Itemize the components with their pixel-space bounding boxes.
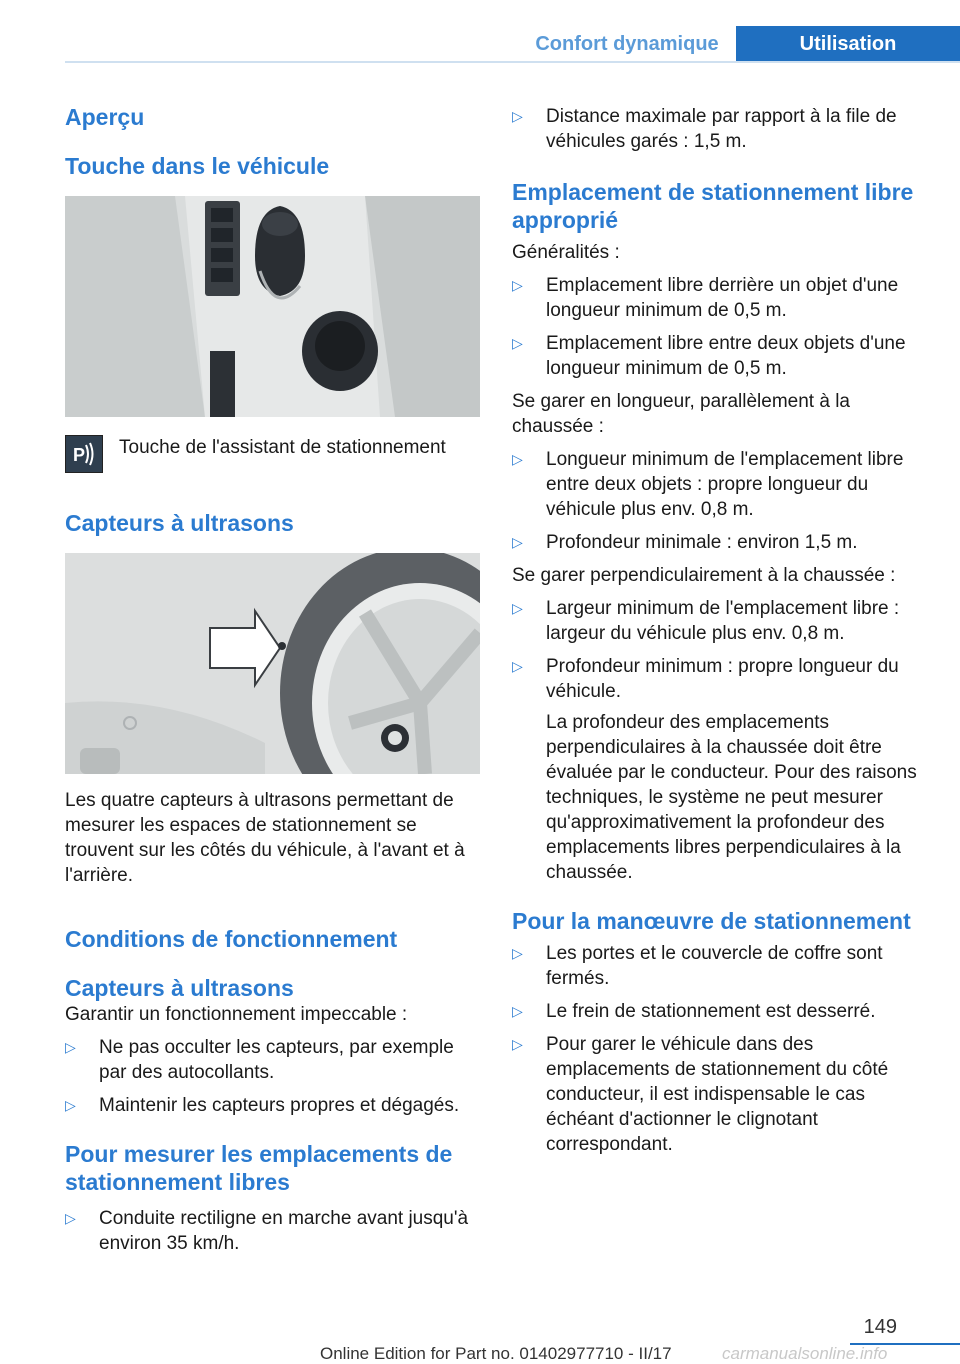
garantir-text: Garantir un fonctionnement impeccable : bbox=[65, 1004, 408, 1025]
heading-apercu: Aperçu bbox=[65, 104, 145, 130]
measure-list bbox=[65, 1206, 480, 1256]
bullet-icon: ▷ bbox=[512, 108, 523, 124]
distance-list bbox=[512, 104, 927, 154]
list-item: ▷ Pour garer le véhicule dans des emplacements de stationnement du côté conducteur, il est indispensable le cas échéant d'actionner le clignotant correspondant. bbox=[512, 1034, 889, 1155]
list-item: ▷ Ne pas occulter les capteurs, par exemple par des autocollants. bbox=[65, 1037, 454, 1083]
page-header bbox=[0, 0, 960, 62]
list-item: ▷ Maintenir les capteurs propres et dégagés. bbox=[65, 1095, 460, 1116]
general-list bbox=[512, 273, 927, 381]
list-item: ▷ Emplacement libre entre deux objets d'une longueur minimum de 0,5 m. bbox=[512, 333, 906, 379]
bullet-icon: ▷ bbox=[512, 451, 523, 467]
heading-conditions: Conditions de fonctionnement bbox=[65, 926, 398, 952]
list-item: ▷ Le frein de stationnement est desserré. bbox=[512, 1001, 876, 1022]
icon-caption-row bbox=[65, 435, 480, 473]
list-item: ▷ Emplacement libre derrière un objet d'une longueur minimum de 0,5 m. bbox=[512, 275, 899, 321]
list-item: ▷ Distance maximale par rapport à la file de véhicules garés : 1,5 m. bbox=[512, 106, 897, 152]
page-number: 149 bbox=[863, 1316, 897, 1338]
heading-manoeuvre: Pour la manœuvre de stationnement bbox=[512, 908, 911, 934]
heading-capteurs-2: Capteurs à ultrasons bbox=[65, 975, 294, 1001]
bullet-icon: ▷ bbox=[65, 1097, 76, 1113]
list-item: ▷ Largeur minimum de l'emplacement libre : largeur du véhicule plus env. 0,8 m. bbox=[512, 598, 900, 644]
parking-assistant-key-icon bbox=[65, 435, 103, 473]
watermark: carmanualsonline.info bbox=[722, 1344, 888, 1363]
heading-mesurer: Pour mesurer les emplacements de stationnement libres bbox=[65, 1141, 453, 1195]
icon-caption: Touche de l'assistant de stationnement bbox=[119, 437, 446, 458]
list-item: ▷ Conduite rectiligne en marche avant jusqu'à environ 35 km/h. bbox=[65, 1208, 469, 1254]
heading-emplacement: Emplacement de stationnement libre approprié bbox=[512, 179, 914, 233]
bullet-icon: ▷ bbox=[512, 658, 523, 674]
list-item: ▷ Longueur minimum de l'emplacement libre entre deux objets : propre longueur du véhicule plus env. 0,8 m. bbox=[512, 449, 904, 520]
svg-text:P: P bbox=[73, 445, 86, 465]
page-footer bbox=[0, 1316, 960, 1363]
capteurs-text: Les quatre capteurs à ultrasons permettant de mesurer les espaces de stationnement se trouvent sur les côtés du véhicule, à l'avant et à l'arrière. bbox=[65, 790, 465, 886]
bullet-icon: ▷ bbox=[512, 945, 523, 961]
bullet-icon: ▷ bbox=[512, 277, 523, 293]
parallel-list bbox=[512, 447, 927, 555]
parallele-text: Se garer en longueur, parallèlement à la chaussée : bbox=[512, 391, 851, 437]
heading-capteurs: Capteurs à ultrasons bbox=[65, 510, 294, 536]
ultrasonic-sensor-photo bbox=[65, 553, 480, 774]
bullet-icon: ▷ bbox=[512, 335, 523, 351]
heading-touche: Touche dans le véhicule bbox=[65, 153, 330, 179]
bullet-icon: ▷ bbox=[512, 534, 523, 550]
bullet-icon: ▷ bbox=[512, 1036, 523, 1052]
generalites-text: Généralités : bbox=[512, 242, 620, 263]
sensor-care-list bbox=[65, 1035, 480, 1118]
perpendicular-list bbox=[512, 596, 927, 885]
list-item: ▷ Profondeur minimale : environ 1,5 m. bbox=[512, 532, 858, 553]
right-column bbox=[512, 104, 927, 1157]
section-tab: Confort dynamique bbox=[535, 32, 719, 55]
parking-button-photo bbox=[65, 196, 480, 417]
bullet-icon: ▷ bbox=[65, 1210, 76, 1226]
bullet-icon: ▷ bbox=[512, 600, 523, 616]
perpendiculaire-text: Se garer perpendiculairement à la chaussée : bbox=[512, 565, 896, 586]
list-item: ▷ Profondeur minimum : propre longueur du véhicule. La profondeur des emplacements perpendiculaires à la chaussée doit être évaluée par le conducteur. Pour des raisons techniques, le système ne peut mesurer qu'approximativement la profondeur des emplacements libres perpendiculaires à la chaussée. bbox=[512, 654, 927, 885]
chapter-tab: Utilisation bbox=[736, 26, 960, 62]
bullet-icon: ▷ bbox=[65, 1039, 76, 1055]
manoeuvre-list bbox=[512, 941, 927, 1157]
perpendicular-note: La profondeur des emplacements perpendiculaires à la chaussée doit être évaluée par le conducteur. Pour des raisons techniques, le système ne peut mesurer qu'approximativement la profondeur des emplacements libres perpendiculaires à la chaussée. bbox=[546, 712, 917, 883]
header-rule bbox=[65, 61, 960, 63]
list-item: ▷ Les portes et le couvercle de coffre sont fermés. bbox=[512, 943, 883, 989]
bullet-icon: ▷ bbox=[512, 1003, 523, 1019]
left-column bbox=[65, 100, 480, 1256]
edition-text: Online Edition for Part no. 01402977710 - II/17 bbox=[320, 1344, 672, 1363]
